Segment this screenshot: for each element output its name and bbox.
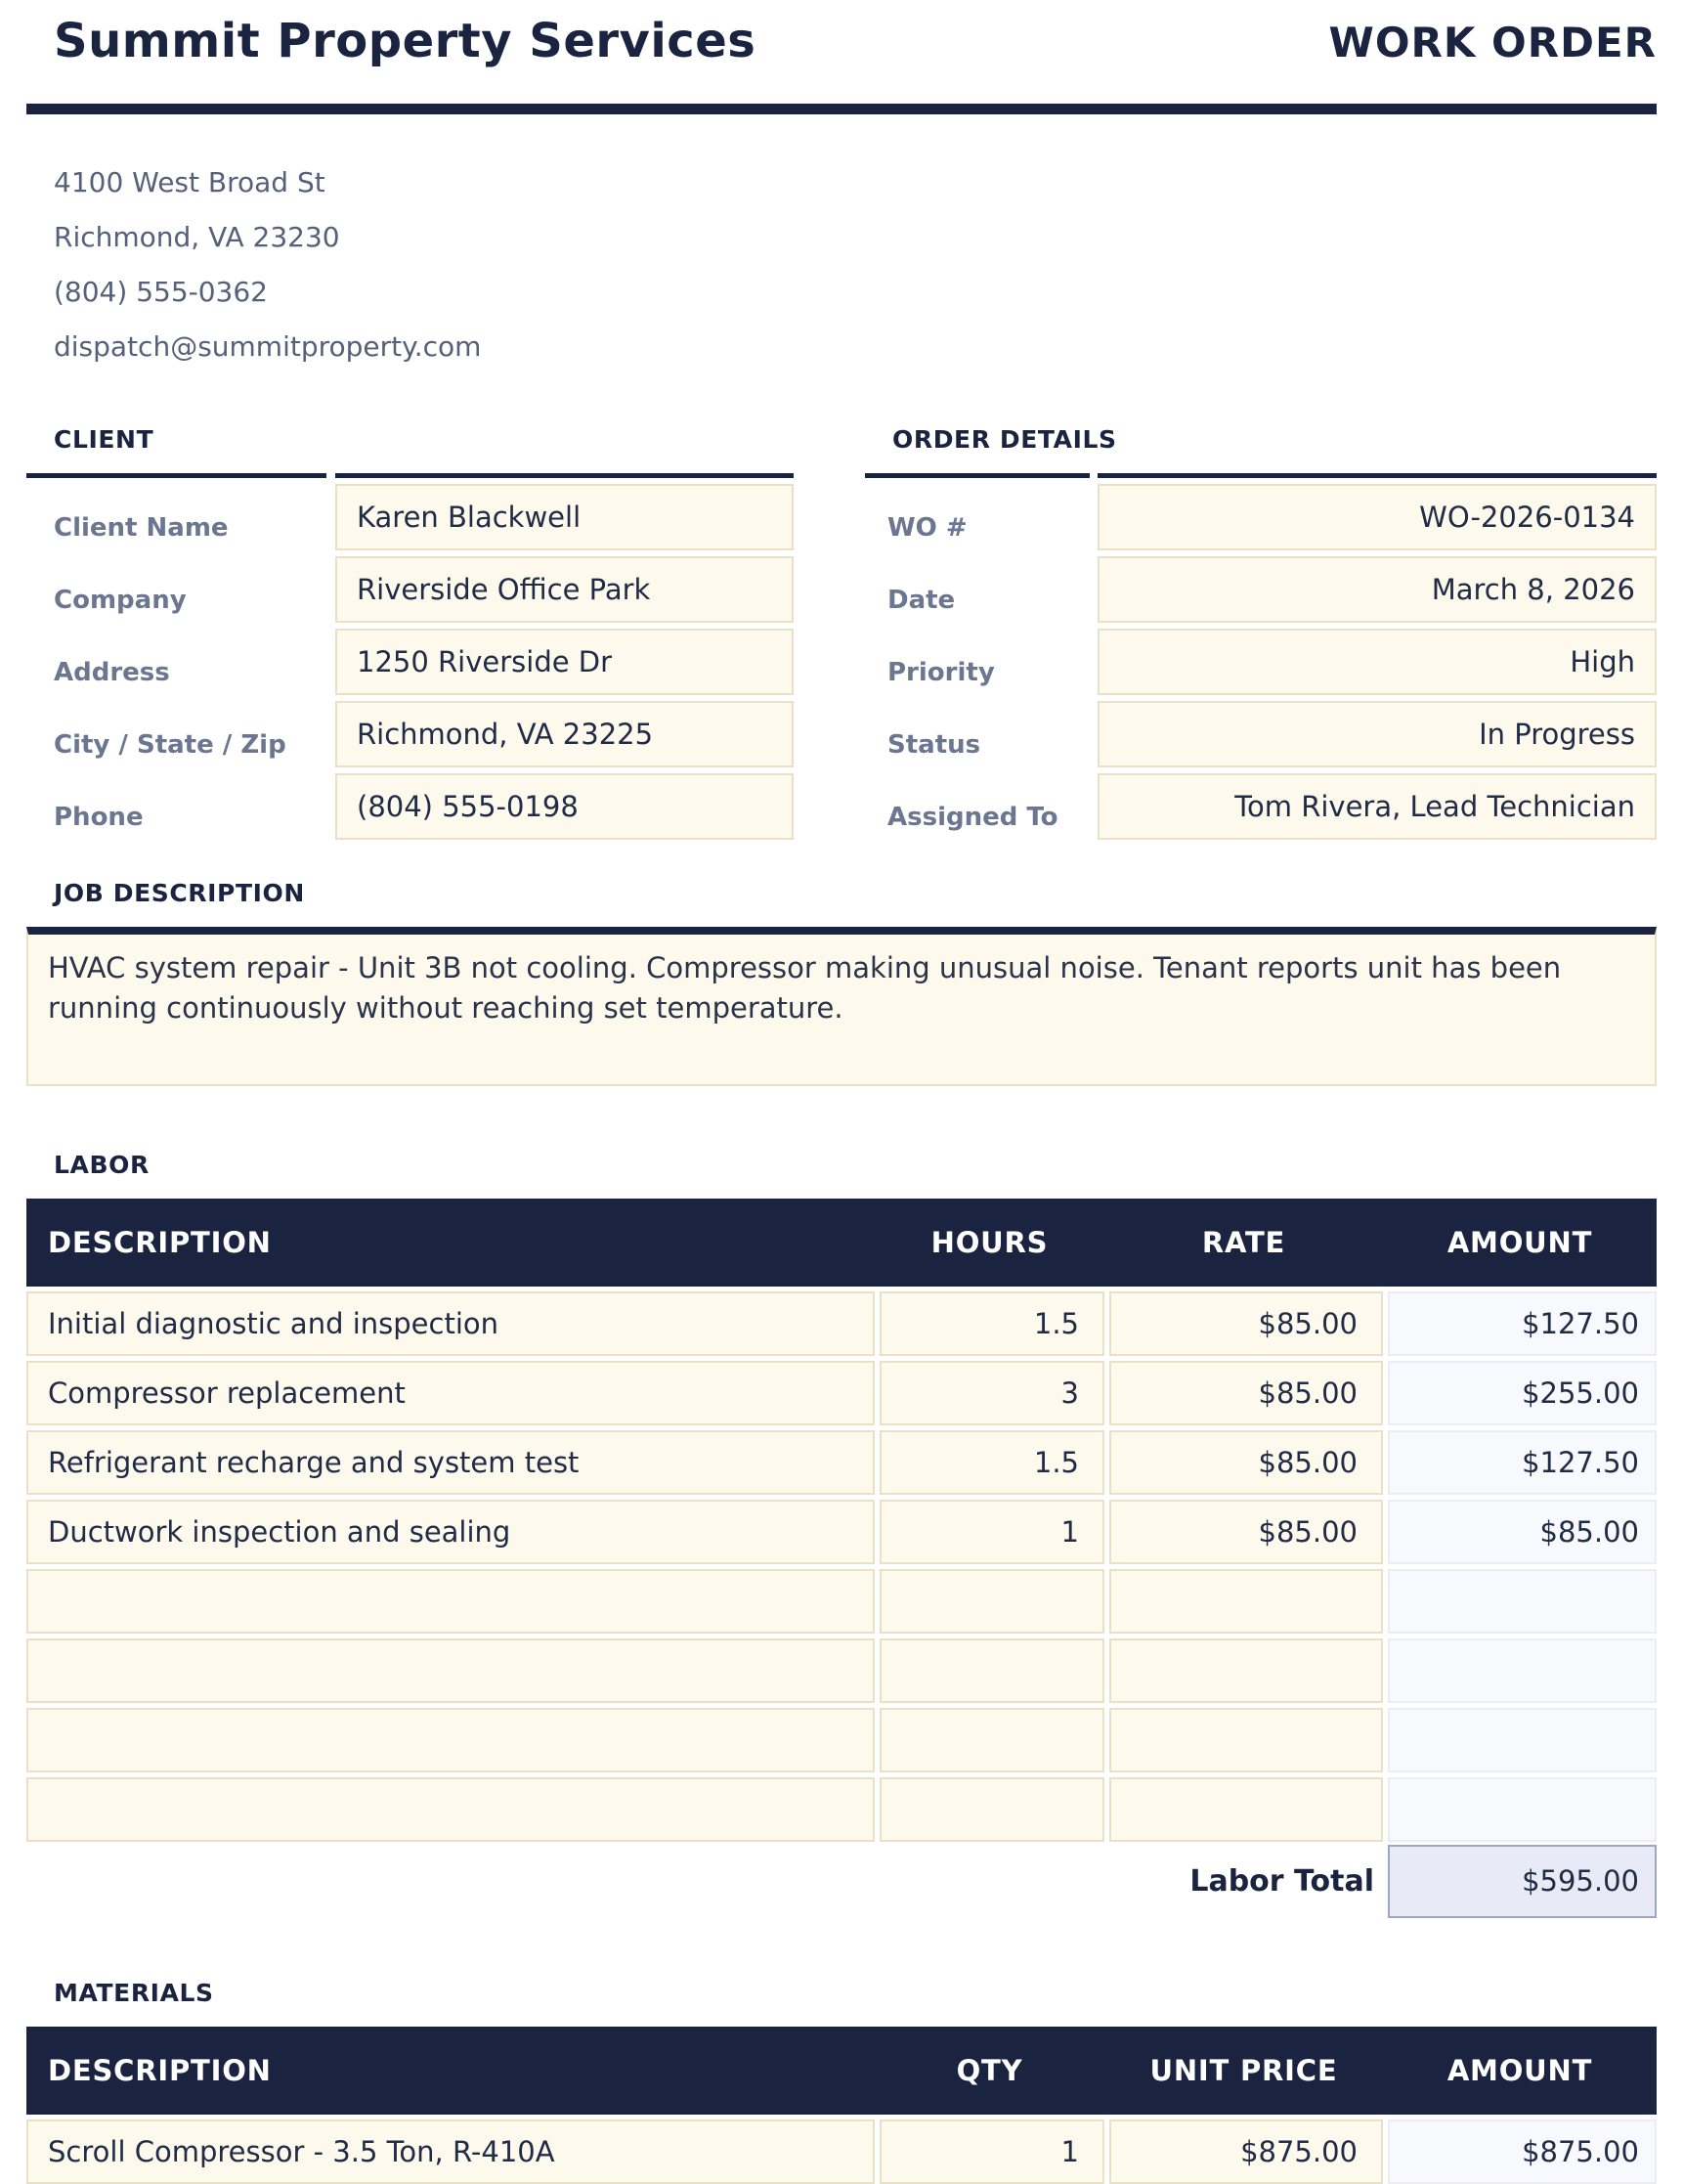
labor-section-title: LABOR (54, 1150, 150, 1179)
job-description-text: HVAC system repair - Unit 3B not cooling. Compressor making unusual noise. Tenant reports unit has been running continuously without reaching set temperature. (26, 927, 1657, 1086)
labor-cell-hours (880, 1777, 1104, 1842)
client-fields (26, 473, 794, 840)
labor-cell-description (26, 1638, 875, 1703)
labor-cell-rate: $85.00 (1109, 1430, 1383, 1495)
company-address-line2: Richmond, VA 23230 (54, 220, 340, 253)
materials-column-header-qty: QTY (956, 2053, 1023, 2087)
labor-row (26, 1500, 1657, 1564)
labor-cell-amount (1388, 1638, 1657, 1703)
labor-cell-description: Initial diagnostic and inspection (26, 1291, 875, 1356)
company-info (54, 155, 1657, 374)
order-value-rule (1098, 473, 1657, 478)
order-label-rule (865, 473, 1090, 478)
client-label-rule (26, 473, 326, 478)
labor-column-header-hours: HOURS (930, 1225, 1049, 1259)
labor-table-header (26, 1199, 1657, 1287)
order-details-section-title: ORDER DETAILS (892, 424, 1117, 454)
labor-cell-amount: $85.00 (1388, 1500, 1657, 1564)
order-field-value: WO-2026-0134 (1098, 484, 1657, 550)
company-name: Summit Property Services (54, 14, 756, 68)
materials-cell-amount: $875.00 (1388, 2119, 1657, 2184)
materials-table-header (26, 2027, 1657, 2115)
labor-column-header-description: DESCRIPTION (48, 1225, 272, 1259)
labor-cell-rate (1109, 1777, 1383, 1842)
labor-cell-amount: $127.50 (1388, 1430, 1657, 1495)
company-phone: (804) 555-0362 (54, 275, 268, 308)
client-field-value: Richmond, VA 23225 (335, 701, 794, 767)
labor-cell-description (26, 1708, 875, 1772)
order-field-label: Assigned To (887, 802, 1058, 832)
labor-cell-rate (1109, 1708, 1383, 1772)
materials-column-header-amount: AMOUNT (1446, 2053, 1593, 2087)
labor-cell-rate: $85.00 (1109, 1291, 1383, 1356)
materials-cell-description: Scroll Compressor - 3.5 Ton, R-410A (26, 2119, 875, 2184)
labor-cell-hours (880, 1708, 1104, 1772)
labor-section (26, 1151, 1657, 1918)
labor-cell-description: Ductwork inspection and sealing (26, 1500, 875, 1564)
client-value-rule (335, 473, 794, 478)
client-field-value: Karen Blackwell (335, 484, 794, 550)
labor-cell-hours: 1 (880, 1500, 1104, 1564)
client-field-value: Riverside Office Park (335, 556, 794, 623)
client-field-label: Client Name (54, 512, 229, 543)
materials-cell-qty: 1 (880, 2119, 1104, 2184)
order-field-value: In Progress (1098, 701, 1657, 767)
job-description-title: JOB DESCRIPTION (54, 878, 305, 907)
client-field-label: Company (54, 585, 187, 615)
order-details-fields (865, 473, 1657, 840)
client-order-columns (26, 425, 1657, 840)
labor-empty-row (26, 1569, 1657, 1634)
company-email: dispatch@summitproperty.com (54, 329, 482, 363)
masthead (26, 14, 1657, 70)
labor-cell-hours: 1.5 (880, 1430, 1104, 1495)
client-field-label: Address (54, 657, 170, 687)
labor-empty-row (26, 1638, 1657, 1703)
client-field-value: (804) 555-0198 (335, 773, 794, 840)
labor-empty-row (26, 1777, 1657, 1842)
order-details-section (865, 425, 1657, 840)
order-field-label: WO # (887, 512, 968, 543)
labor-total-value: $595.00 (1388, 1845, 1657, 1918)
order-field-label: Status (887, 729, 981, 760)
labor-cell-hours: 3 (880, 1361, 1104, 1425)
materials-column-header-description: DESCRIPTION (48, 2053, 272, 2087)
materials-section (26, 1979, 1657, 2184)
materials-row (26, 2119, 1657, 2184)
labor-row (26, 1291, 1657, 1356)
materials-column-header-unit-price: UNIT PRICE (1149, 2053, 1338, 2087)
client-field-label: Phone (54, 802, 144, 832)
labor-cell-amount (1388, 1708, 1657, 1772)
client-field-label: City / State / Zip (54, 729, 286, 760)
client-section-title: CLIENT (54, 424, 154, 454)
labor-cell-rate: $85.00 (1109, 1500, 1383, 1564)
labor-cell-amount: $127.50 (1388, 1291, 1657, 1356)
materials-cell-unit-price: $875.00 (1109, 2119, 1383, 2184)
header-divider (26, 104, 1657, 114)
order-field-value: Tom Rivera, Lead Technician (1098, 773, 1657, 840)
labor-empty-row (26, 1708, 1657, 1772)
labor-row (26, 1430, 1657, 1495)
order-field-label: Date (887, 585, 956, 615)
order-field-label: Priority (887, 657, 995, 687)
labor-cell-rate (1109, 1569, 1383, 1634)
order-field-value: High (1098, 629, 1657, 695)
labor-column-header-amount: AMOUNT (1446, 1225, 1593, 1259)
labor-cell-amount: $255.00 (1388, 1361, 1657, 1425)
labor-column-header-rate: RATE (1201, 1225, 1286, 1259)
labor-total-row (26, 1845, 1657, 1918)
labor-cell-rate (1109, 1638, 1383, 1703)
client-section (26, 425, 794, 840)
labor-cell-hours (880, 1638, 1104, 1703)
labor-cell-hours (880, 1569, 1104, 1634)
labor-cell-hours: 1.5 (880, 1291, 1104, 1356)
labor-row (26, 1361, 1657, 1425)
client-field-value: 1250 Riverside Dr (335, 629, 794, 695)
labor-cell-rate: $85.00 (1109, 1361, 1383, 1425)
labor-cell-description (26, 1777, 875, 1842)
labor-cell-description (26, 1569, 875, 1634)
job-description-section (26, 879, 1657, 1086)
labor-cell-amount (1388, 1777, 1657, 1842)
document-title: WORK ORDER (1328, 19, 1657, 66)
labor-cell-description: Compressor replacement (26, 1361, 875, 1425)
order-field-value: March 8, 2026 (1098, 556, 1657, 623)
labor-cell-description: Refrigerant recharge and system test (26, 1430, 875, 1495)
materials-section-title: MATERIALS (54, 1978, 214, 2007)
company-address-line1: 4100 West Broad St (54, 165, 325, 198)
labor-total-label: Labor Total (1189, 1863, 1374, 1899)
labor-cell-amount (1388, 1569, 1657, 1634)
